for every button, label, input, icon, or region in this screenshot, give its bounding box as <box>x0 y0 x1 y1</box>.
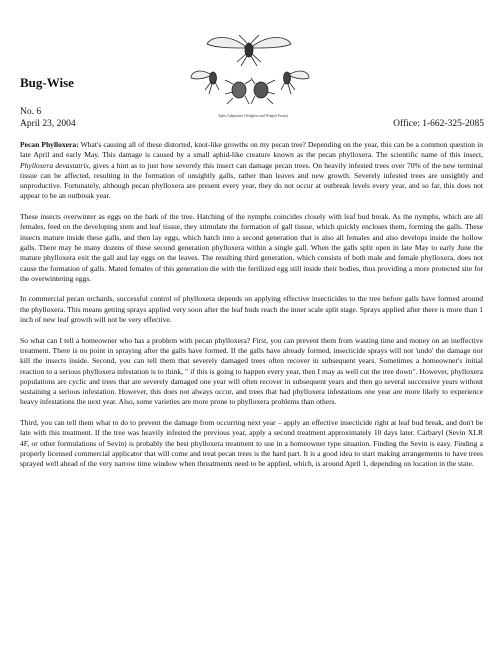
paragraph-1-text-a: What's causing all of these distorted, knot-like growths on my pecan tree? Depending on the year, this can be a common question in late April and early May. This damage is caused by a small aphid-like creature known as the pecan phylloxera. The scientific name of this insect, <box>20 140 483 160</box>
newsletter-title: Bug-Wise <box>20 75 74 90</box>
issue-date: April 23, 2004 <box>20 118 76 129</box>
article-body <box>20 140 483 480</box>
paragraph-4: So what can I tell a homeowner who has a problem with pecan phylloxera? First, you can prevent them from wasting time and money on an ineffective treatment. There is no point in spraying after the galls have formed. If the galls have already formed, insecticide sprays will not 'undo' the damage nor kill the insects inside. Second, you can tell them that severely damaged trees often recover in subsequent years. Sometimes a homeowner's initial reaction to a serious phylloxera infestation is to think, " if this is going to happen every year, then I may as well cut the tree down". However, phylloxera populations are cyclic and trees that are severely damaged one year will often recover in subsequent years and then go several successive years without sustaining a serious infestation. However, this does not always occur, and trees that had phylloxera infestations one year are more likely to experience heavy infestations the next year. Also, some varieties are more prone to phylloxera problems than others. <box>20 335 483 407</box>
issue-number: No. 6 <box>20 107 42 117</box>
issue-meta <box>20 107 76 130</box>
species-name: Phylloxera devastatrix <box>20 160 89 170</box>
article-lead-in: Pecan Phylloxera: <box>20 140 79 149</box>
paragraph-5: Third, you can tell them what to do to prevent the damage from occurring next year – apply an effective insecticide right at leaf bud break, and don't be late with this treatment. If the tree was heavily infested the previous year, apply a second treatment approximately 10 days later. Carbaryl (Sevin XLR 4F, or other formulations of Sevin) is probably the best phylloxera treatment to use in a homeowner type situation. Finding the Sevin is easy. Finding a properly licensed commercial applicator that will come and treat pecan trees is the hard part. It is a good idea to start making arrangements to have trees sprayed well ahead of the very narrow time window when threatments need to be applied, which, is around April 1, depending on location in the state. <box>20 418 483 469</box>
paragraph-3: In commercial pecan orchards, successful control of phylloxera depends on applying effective insecticides to the tree before galls have formed around the phylloxera. This means getting sprays applied very soon after the leaf buds reach the inner scale split stage. Sprays applied after there is more than 1 inch of new leaf growth will not be very effective. <box>20 294 483 325</box>
illustration-credit: Aphis Adaptation (Wingless and Winged Forms) <box>217 114 288 118</box>
paragraph-1-text-b: , gives a hint as to just how severely this insect can damage pecan trees. On heavily infested trees over 70% of the new terminal tissue can be affected, resulting in the formation of unsightly galls, rather than leaves and new growth. Severely infested trees are unsightly and unproductive. Fortunately, although pecan phylloxera are present every year, they do not occur at outbreak levels every year, and so far, this does not appear to be an outbreak year. <box>20 160 484 201</box>
office-phone: Office: 1-662-325-2085 <box>393 119 484 129</box>
paragraph-2: These insects overwinter as eggs on the bark of the tree. Hatching of the nymphs coincides closely with leaf bud break. As the nymphs, which are all females, feed on the developing stem and leaf tissue, they stimulate the formation of gall tissue, which quickly encloses them, forming the galls. These insects mature inside these galls, and then lay eggs, which hatch into a second generation that is also all females and also develops inside the hollow galls. There may be many dozens of these second generation phylloxera within a single gall. When the galls split open in late May to early June the mature phylloxera exit the gall and lay eggs on the leaves. The resulting third generation, which consists of both male and female phylloxera, does not cause the formation of galls. Mated females of this generation die with the fertilized egg still inside their bodies, thus providing a more protected site for the overwintering eggs. <box>20 212 483 283</box>
paragraph-1 <box>20 140 483 202</box>
insect-illustration <box>189 32 311 110</box>
